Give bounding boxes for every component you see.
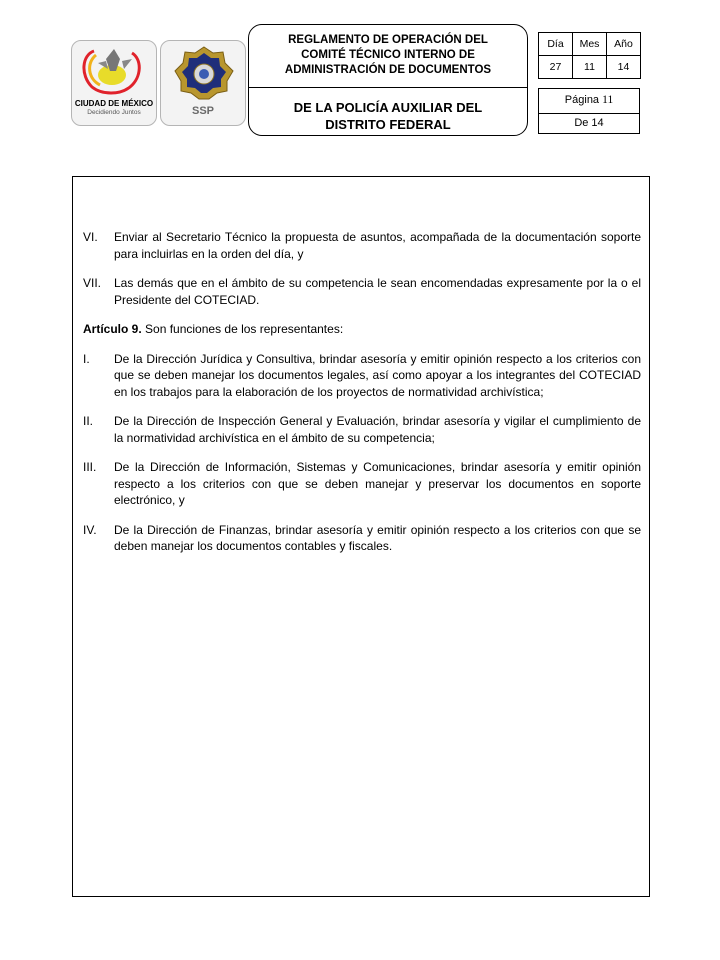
document-title-box (248, 24, 528, 136)
year-value: 14 (607, 56, 641, 79)
cdmx-logo (71, 40, 157, 126)
year-label: Año (607, 33, 641, 56)
cdmx-emblem-icon (72, 41, 157, 101)
cdmx-logo-name: CIUDAD DE MÉXICO (74, 99, 154, 108)
month-value: 11 (573, 56, 607, 79)
cdmx-logo-tagline: Decidiendo Juntos (87, 109, 141, 116)
regulation-title: REGLAMENTO DE OPERACIÓN DEL COMITÉ TÉCNICO INTERNO DE ADMINISTRACIÓN DE DOCUMENTOS (284, 34, 492, 76)
month-label: Mes (573, 33, 607, 56)
page-divider (539, 113, 639, 114)
list-item: III. De la Dirección de Información, Sistemas y Comunicaciones, brindar asesoría y emitir opinión respecto a los criterios con que se deben manejar y preservar los documentos en soporte electrónico, y (83, 460, 641, 507)
title-divider (249, 87, 527, 88)
ssp-logo-name: SSP (191, 105, 214, 117)
day-label: Día (539, 33, 573, 56)
list-item: VII. Las demás que en el ámbito de su competencia le sean encomendadas expresamente por la o el Presidente del COTECIAD. (83, 276, 641, 307)
page-total: De 14 (574, 117, 604, 129)
content-frame (72, 176, 650, 897)
ssp-logo (160, 40, 246, 126)
list-item: II. De la Dirección de Inspección General y Evaluación, brindar asesoría y vigilar el cumplimiento de la normatividad archivística en el ámbito de su competencia; (83, 414, 641, 445)
police-badge-icon (161, 41, 246, 105)
page-number-box (538, 88, 640, 134)
date-table (538, 32, 641, 79)
page-number: Página 11 (564, 94, 614, 106)
day-value: 27 (539, 56, 573, 79)
list-item: VI. Enviar al Secretario Técnico la propuesta de asuntos, acompañada de la documentación soporte para incluirlas en la orden del día, y (83, 230, 641, 261)
list-item: IV. De la Dirección de Finanzas, brindar asesoría y emitir opinión respecto a los criterios con que se deben manejar los documentos contables y fiscales. (83, 522, 641, 553)
document-body (83, 229, 641, 568)
article-heading: Artículo 9. Son funciones de los representantes: (83, 322, 344, 336)
list-item: I. De la Dirección Jurídica y Consultiva, brindar asesoría y emitir opinión respecto a los criterios con que se deben manejar los documentos legales, así como apoyar a los integrantes del COTECIAD en los trabajos para la elaboración de los proyectos de normatividad archivística; (83, 351, 641, 399)
organization-title: DE LA POLICÍA AUXILIAR DEL DISTRITO FEDERAL (293, 100, 483, 132)
